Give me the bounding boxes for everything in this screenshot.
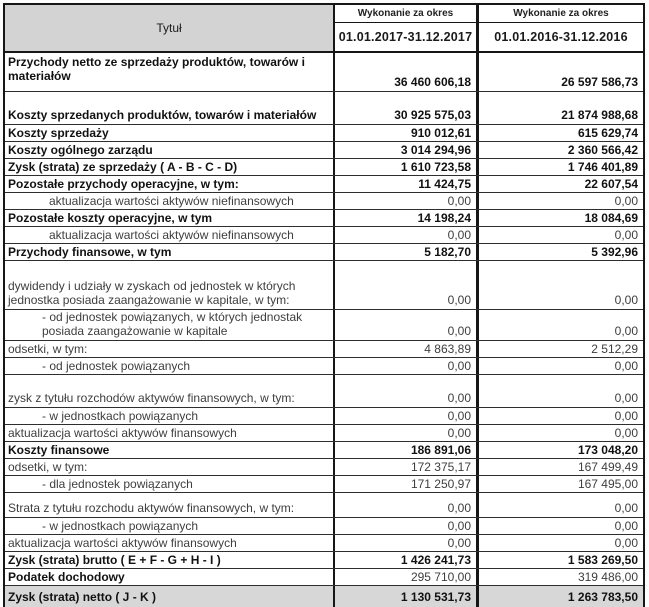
- row-value-2016: 2 360 566,42: [476, 142, 643, 158]
- table-row-nonfinancial-assets-revaluation: [5, 226, 643, 243]
- column-header-title: Tytuł: [5, 5, 333, 51]
- row-value-2017: 0,00: [333, 425, 476, 441]
- row-value-2016: 0,00: [476, 518, 643, 534]
- table-row-financial-costs: [5, 441, 643, 458]
- row-value-2016: 0,00: [476, 408, 643, 424]
- row-label: dywidendy i udziały w zyskach od jednostek w których jednostka posiada zaangażowanie w kapitale, w tym:: [8, 279, 296, 307]
- table-row-net-profit: [5, 585, 643, 607]
- table-row-gain-on-disposal-financial-assets: [5, 374, 643, 407]
- table-row-interest-for-related: [5, 475, 643, 492]
- table-header: [5, 5, 643, 53]
- row-value-2016: 0,00: [476, 493, 643, 517]
- row-value-2016: 0,00: [476, 227, 643, 243]
- row-value-2017: 186 891,06: [333, 442, 476, 458]
- table-row-other-operating-costs: [5, 209, 643, 226]
- row-label: Koszty finansowe: [8, 443, 110, 457]
- row-label: Koszty sprzedaży: [8, 126, 109, 140]
- row-label: Pozostałe przychody operacyjne, w tym:: [8, 177, 239, 191]
- period-dates-2017: 01.01.2017-31.12.2017: [338, 30, 473, 44]
- table-row-selling-costs: [5, 124, 643, 141]
- table-row-cost-of-goods: [5, 91, 643, 124]
- row-value-2017: 1 426 241,73: [333, 552, 476, 568]
- row-value-2017: 4 863,89: [333, 341, 476, 357]
- table-row-financial-income: [5, 243, 643, 260]
- row-value-2016: 319 486,00: [476, 569, 643, 585]
- row-label: aktualizacja wartości aktywów niefinansowych: [49, 194, 294, 208]
- row-value-2017: 5 182,70: [333, 244, 476, 260]
- row-value-2016: 0,00: [476, 535, 643, 551]
- period-label-2016: Wykonanie za okres: [479, 5, 643, 23]
- table-row-interest-income: [5, 340, 643, 357]
- row-value-2017: 171 250,97: [333, 476, 476, 492]
- column-header-2017: [333, 5, 476, 51]
- row-label: aktualizacja wartości aktywów niefinansowych: [49, 228, 294, 242]
- row-value-2016: 615 629,74: [476, 125, 643, 141]
- table-row-income-tax: [5, 568, 643, 585]
- row-label: - od jednostek powiązanych, w których jednostak posiada zaangażowanie w kapitale: [42, 310, 303, 338]
- row-value-2016: 167 499,49: [476, 459, 643, 475]
- row-value-2017: 910 012,61: [333, 125, 476, 141]
- row-value-2017: 0,00: [333, 535, 476, 551]
- row-value-2016: 0,00: [476, 375, 643, 407]
- period-dates-2016: 01.01.2016-31.12.2016: [494, 30, 628, 44]
- row-value-2016: 0,00: [476, 425, 643, 441]
- row-value-2016: 1 263 783,50: [476, 586, 643, 607]
- row-value-2017: 0,00: [333, 358, 476, 374]
- row-label: Przychody netto ze sprzedaży produktów, towarów i materiałów: [8, 55, 305, 83]
- row-value-2017: 1 610 723,58: [333, 159, 476, 175]
- profit-loss-table: [3, 3, 645, 607]
- row-value-2016: 5 392,96: [476, 244, 643, 260]
- row-label: aktualizacja wartości aktywów finansowych: [8, 426, 237, 440]
- row-value-2016: 26 597 586,73: [476, 53, 643, 91]
- row-value-2017: 36 460 606,18: [333, 53, 476, 91]
- row-value-2017: 0,00: [333, 493, 476, 517]
- row-label: - w jednostkach powiązanych: [42, 409, 199, 423]
- row-value-2016: 0,00: [476, 193, 643, 209]
- row-label: - w jednostkach powiązanych: [42, 519, 199, 533]
- row-label: Zysk (strata) brutto ( E + F - G + H - I ): [8, 553, 221, 567]
- row-value-2016: 0,00: [476, 261, 643, 309]
- row-value-2017: 1 130 531,73: [333, 586, 476, 607]
- table-row-financial-assets-revaluation: [5, 424, 643, 441]
- row-label: aktualizacja wartości aktywów finansowych: [8, 536, 237, 550]
- table-row-dividends: [5, 260, 643, 309]
- row-label: Przychody finansowe, w tym: [8, 245, 172, 259]
- row-value-2016: 1 746 401,89: [476, 159, 643, 175]
- row-value-2016: 2 512,29: [476, 341, 643, 357]
- row-label: Zysk (strata) netto ( J - K ): [8, 589, 157, 604]
- row-value-2017: 11 424,75: [333, 176, 476, 192]
- table-row-financial-assets-revaluation: [5, 534, 643, 551]
- row-label: zysk z tytułu rozchodów aktywów finansowych, w tym:: [8, 391, 295, 405]
- row-value-2016: 21 874 988,68: [476, 92, 643, 124]
- row-label: Koszty ogólnego zarządu: [8, 143, 153, 157]
- row-value-2017: 0,00: [333, 518, 476, 534]
- table-row-profit-on-sales: [5, 158, 643, 175]
- table-row-gross-profit: [5, 551, 643, 568]
- table-row-loss-on-disposal-financial-assets: [5, 492, 643, 517]
- table-row-interest-costs: [5, 458, 643, 475]
- row-label: Zysk (strata) ze sprzedaży ( A - B - C - D): [8, 160, 238, 174]
- row-label: - od jednostek powiązanych: [42, 359, 191, 373]
- row-value-2016: 1 583 269,50: [476, 552, 643, 568]
- column-header-2016: [476, 5, 643, 51]
- row-value-2016: 173 048,20: [476, 442, 643, 458]
- row-label: odsetki, w tym:: [8, 342, 88, 356]
- period-label-2017: Wykonanie za okres: [335, 5, 476, 23]
- row-value-2017: 3 014 294,96: [333, 142, 476, 158]
- table-row-in-related-entities: [5, 517, 643, 534]
- row-label: Podatek dochodowy: [8, 570, 125, 584]
- table-row-other-operating-income: [5, 175, 643, 192]
- table-row-nonfinancial-assets-revaluation: [5, 192, 643, 209]
- row-label: Koszty sprzedanych produktów, towarów i materiałów: [8, 108, 317, 122]
- row-value-2017: 0,00: [333, 227, 476, 243]
- row-value-2017: 30 925 575,03: [333, 92, 476, 124]
- row-value-2017: 0,00: [333, 261, 476, 309]
- table-row-net-revenue: [5, 53, 643, 91]
- row-value-2017: 0,00: [333, 310, 476, 340]
- row-value-2017: 14 198,24: [333, 210, 476, 226]
- table-body: [5, 53, 643, 607]
- row-value-2016: 22 607,54: [476, 176, 643, 192]
- table-row-interest-from-related: [5, 357, 643, 374]
- row-value-2016: 0,00: [476, 310, 643, 340]
- row-value-2017: 295 710,00: [333, 569, 476, 585]
- row-value-2016: 0,00: [476, 358, 643, 374]
- row-value-2017: 0,00: [333, 408, 476, 424]
- row-label: - dla jednostek powiązanych: [42, 477, 193, 491]
- row-label: Pozostałe koszty operacyjne, w tym: [8, 211, 213, 225]
- row-label: Strata z tytułu rozchodu aktywów finansowych, w tym:: [8, 501, 295, 515]
- row-value-2017: 172 375,17: [333, 459, 476, 475]
- row-value-2017: 0,00: [333, 193, 476, 209]
- row-label: odsetki, w tym:: [8, 460, 88, 474]
- row-value-2016: 167 495,00: [476, 476, 643, 492]
- table-row-dividends-related-entities: [5, 309, 643, 340]
- row-value-2016: 18 084,69: [476, 210, 643, 226]
- table-row-in-related-entities: [5, 407, 643, 424]
- row-value-2017: 0,00: [333, 375, 476, 407]
- table-row-admin-costs: [5, 141, 643, 158]
